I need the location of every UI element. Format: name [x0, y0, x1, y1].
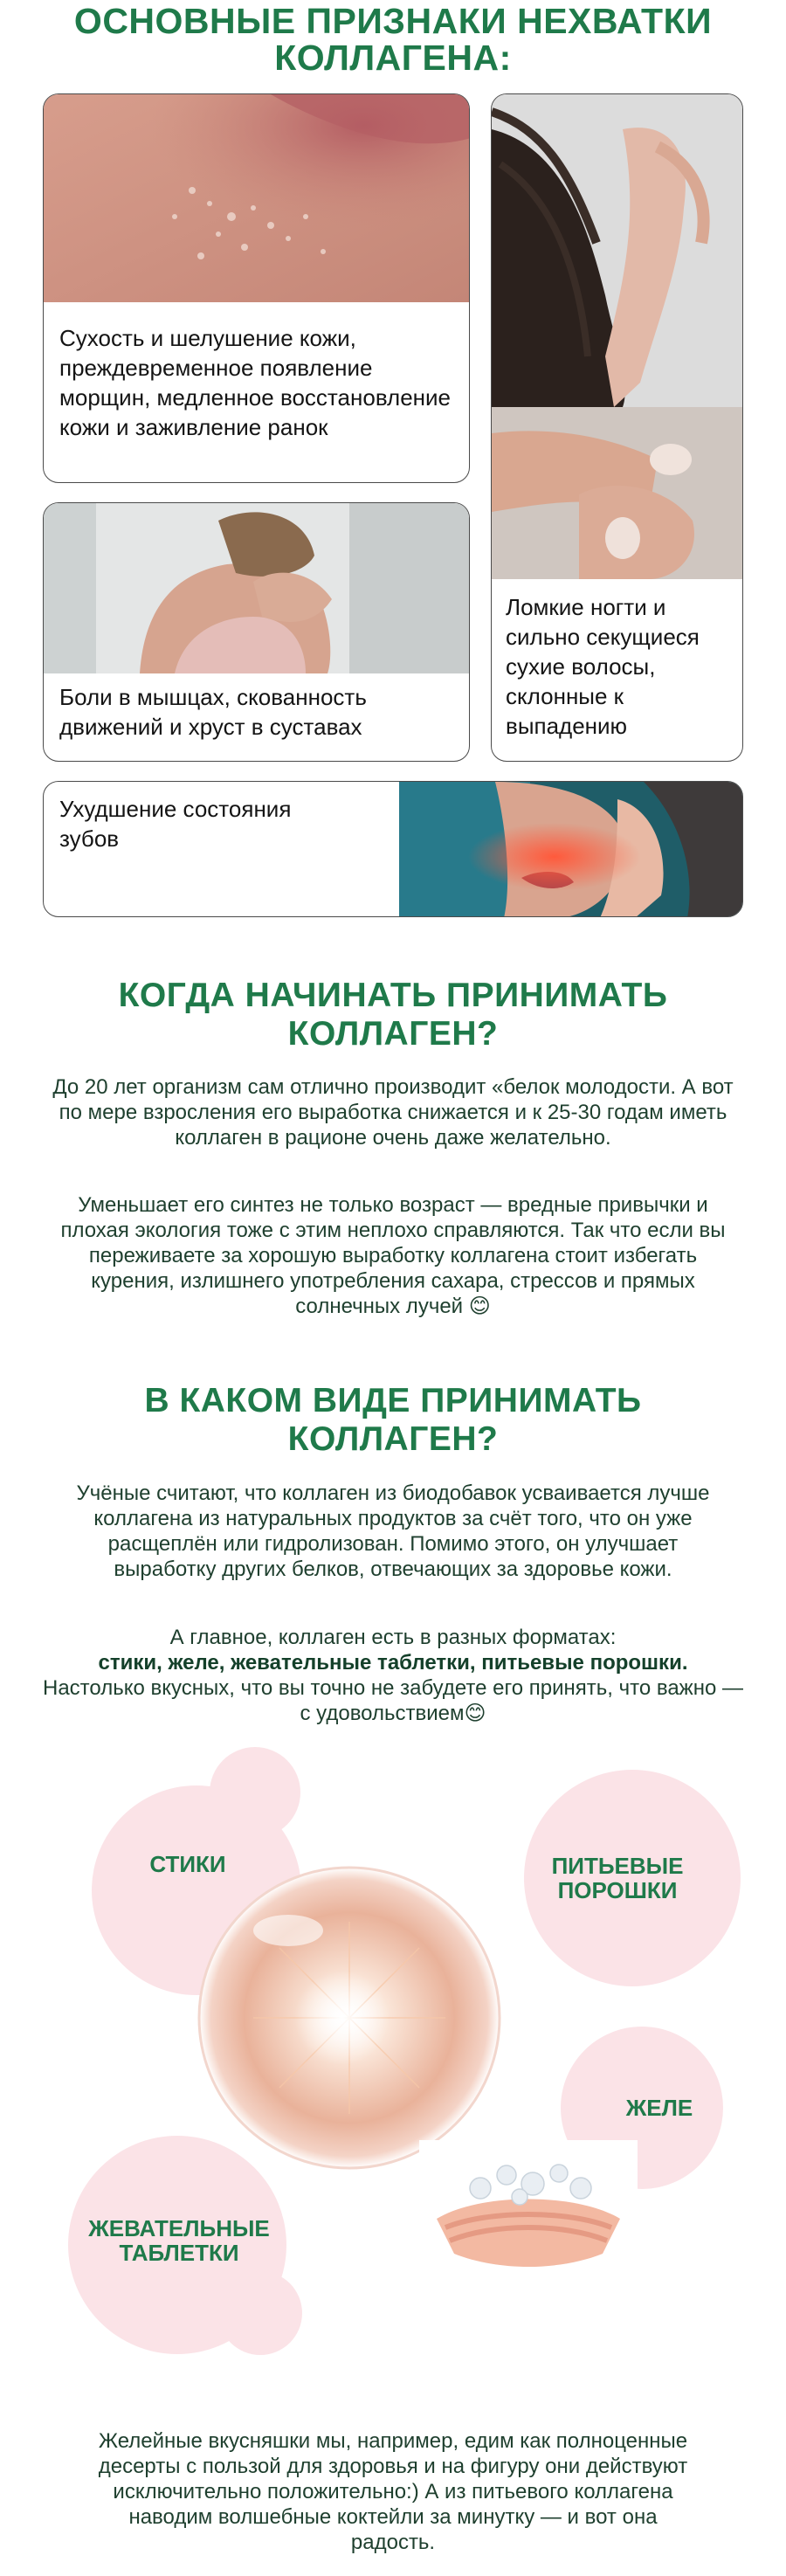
section2-paragraph-2: Уменьшает его синтез не только возраст — вредные привычки и плохая экология тоже с этим неплохо справляются. Так что если вы переживаете за хорошую выработку коллагена стоит избегать курения, излишнего употребления сахара, стрессов и прямых солнечных лучей 😊 — [60, 1193, 726, 1318]
toothache-photo — [399, 782, 743, 917]
formats-list: стики, желе, жевательные таблетки, питьевые порошки. — [98, 1651, 688, 1675]
bubble-small-1 — [210, 1747, 300, 1838]
collagen-jelly-image — [419, 2140, 638, 2280]
label-tablets: ЖЕВАТЕЛЬНЫЕ ТАБЛЕТКИ — [88, 2215, 270, 2266]
card-text-joint-pain: Боли в мышцах, скованность движений и хруст в суставах — [59, 684, 367, 740]
label-sticks: СТИКИ — [149, 1851, 226, 1877]
dry-skin-photo — [44, 94, 470, 302]
section2-title-line2: КОЛЛАГЕН? — [287, 1015, 499, 1053]
section3-paragraph-1: Учёные считают, что коллаген из биодобавок усваивается лучше коллагена из натуральных продуктов за счёт того, что он уже расщеплён или гидролизован. Помимо этого, он улучшает выработку других белков, отвечающих за здоровье кожи. — [76, 1481, 710, 1581]
section1-title-line2: КОЛЛАГЕНА: — [274, 38, 512, 78]
section1-title-line1: ОСНОВНЫЕ ПРИЗНАКИ НЕХВАТКИ — [73, 1, 713, 41]
label-jelly: ЖЕЛЕ — [625, 2095, 693, 2121]
symptom-card-joint-pain — [43, 502, 470, 762]
symptom-card-hair-nails — [491, 93, 743, 762]
nails-photo — [492, 407, 743, 579]
formats-intro: А главное, коллаген есть в разных форматах: — [169, 1626, 617, 1649]
section2-paragraph-1: До 20 лет организм сам отлично производит «белок молодости. А вот по мере взросления его выработка снижается и к 25-30 годам иметь коллаген в рационе очень даже желательно. — [52, 1075, 734, 1150]
card-text-teeth: Ухудшение состояния зубов — [59, 796, 292, 852]
section3-footer: Желейные вкусняшки мы, например, едим как полноценные десерты с пользой для здоровья и на фигуру они действуют исключительно положительно:) А из питьевого коллагена наводим волшебные коктейли за минутку — и вот она радость. — [98, 2429, 688, 2554]
collagen-sphere-image — [192, 1861, 507, 2175]
card-text-hair-nails: Ломкие ногти и сильно секущиеся сухие волосы, склонные к выпадению — [506, 594, 700, 739]
section3-title-line2: КОЛЛАГЕН? — [287, 1420, 499, 1458]
hair-photo — [492, 94, 743, 407]
symptom-card-teeth — [43, 781, 743, 917]
bubble-small-2 — [218, 2271, 302, 2355]
formats-outro: Настолько вкусных, что вы точно не забудете его принять, что важно — с удовольствием😊 — [43, 1676, 743, 1725]
section3-title-line1: В КАКОМ ВИДЕ ПРИНИМАТЬ — [144, 1382, 642, 1419]
label-powders: ПИТЬЕВЫЕ ПОРОШКИ — [551, 1853, 684, 1903]
shoulder-pain-photo — [44, 503, 470, 673]
symptom-card-dry-skin — [43, 93, 470, 483]
section3-paragraph-2 — [35, 1625, 751, 1726]
section2-title-line1: КОГДА НАЧИНАТЬ ПРИНИМАТЬ — [118, 977, 668, 1014]
card-text-dry-skin: Сухость и шелушение кожи, преждевременное появление морщин, медленное восстановление кожи и заживление ранок — [59, 325, 452, 440]
